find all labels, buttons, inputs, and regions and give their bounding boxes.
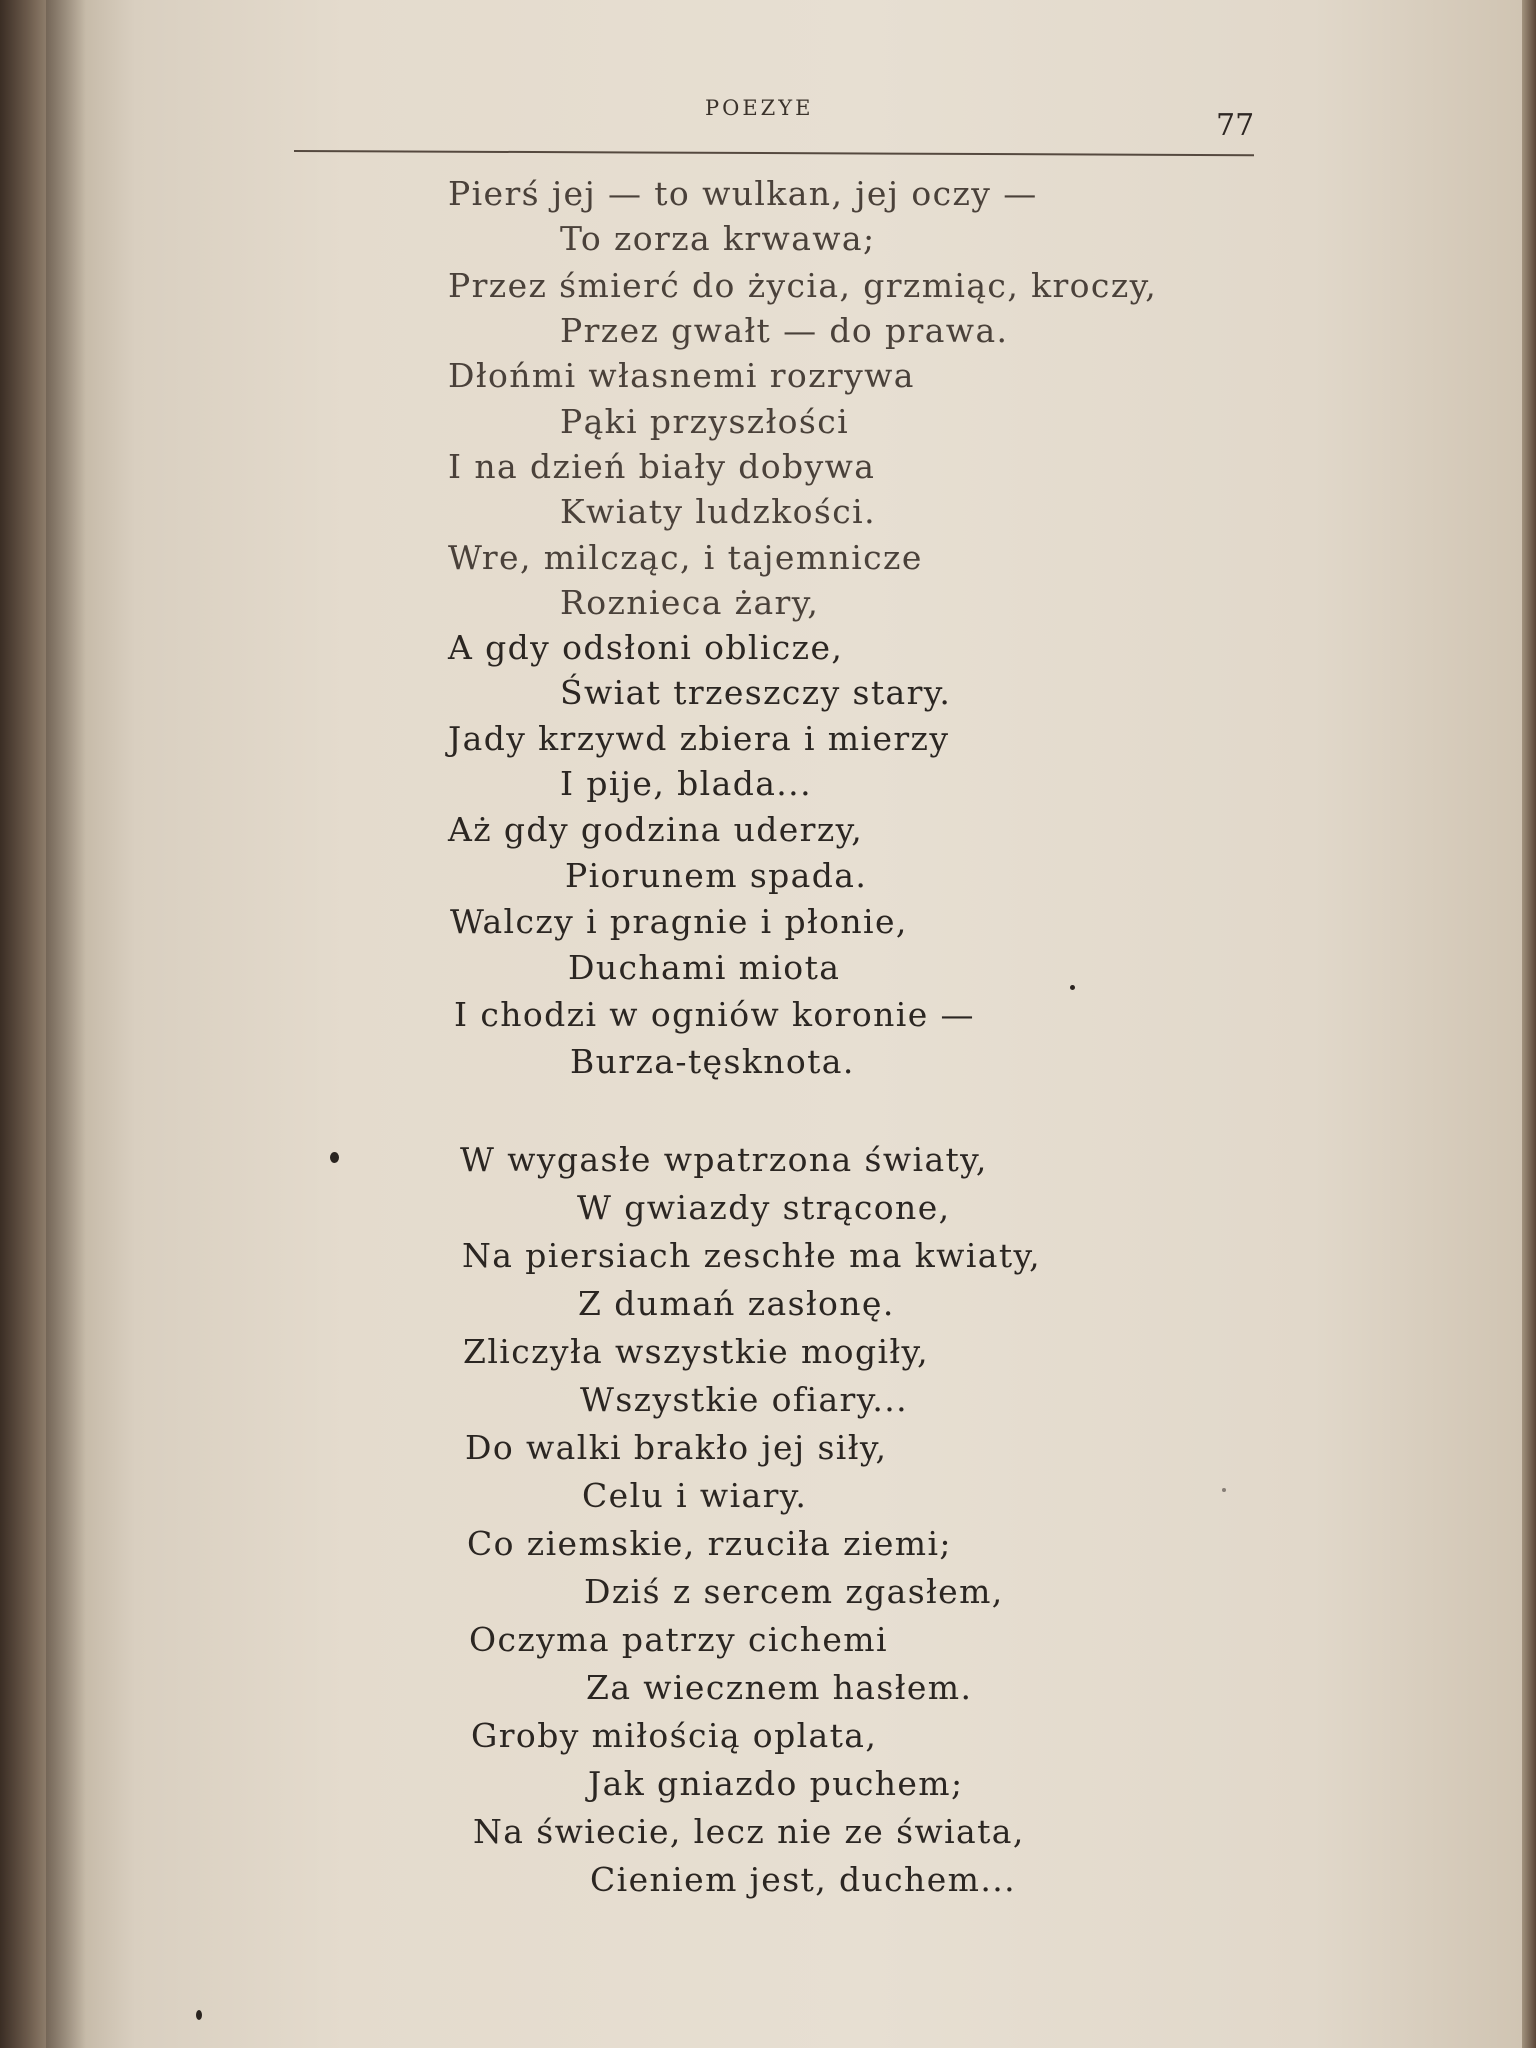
poem-line: Dłońmi własnemi rozrywa bbox=[448, 356, 915, 395]
poem-line: Roznieca żary, bbox=[560, 583, 820, 622]
poem-line: Aż gdy godzina uderzy, bbox=[448, 810, 864, 849]
poem-line: Przez gwałt — do prawa. bbox=[560, 311, 1009, 350]
poem-line: Cieniem jest, duchem... bbox=[590, 1860, 1016, 1899]
poem-line: Celu i wiary. bbox=[582, 1476, 808, 1515]
poem-line: Groby miłością oplata, bbox=[471, 1716, 878, 1755]
poem-line: To zorza krwawa; bbox=[560, 219, 876, 258]
poem-line: Pierś jej — to wulkan, jej oczy — bbox=[448, 174, 1038, 213]
poem-line: I chodzi w ogniów koronie — bbox=[454, 995, 975, 1034]
ink-speck bbox=[196, 2010, 202, 2020]
poem-line: Wre, milcząc, i tajemnicze bbox=[448, 538, 923, 577]
poem-line: Co ziemskie, rzuciła ziemi; bbox=[467, 1524, 952, 1563]
poem-line: Kwiaty ludzkości. bbox=[560, 492, 876, 531]
poem-line: Na świecie, lecz nie ze świata, bbox=[473, 1812, 1025, 1851]
poem-line: Z dumań zasłonę. bbox=[578, 1284, 895, 1323]
poem-line: Za wiecznem hasłem. bbox=[586, 1668, 973, 1707]
poem-line: Przez śmierć do życia, grzmiąc, kroczy, bbox=[448, 266, 1158, 305]
poem-line: Piorunem spada. bbox=[565, 856, 868, 895]
poem-line: Świat trzeszczy stary. bbox=[560, 673, 952, 712]
poem-line: Walczy i pragnie i płonie, bbox=[450, 902, 908, 941]
poem-line: Jak gniazdo puchem; bbox=[588, 1764, 964, 1803]
poem-line: I na dzień biały dobywa bbox=[448, 447, 876, 486]
ink-speck bbox=[1222, 1488, 1226, 1492]
poem-line: Do walki brakło jej siły, bbox=[465, 1428, 888, 1467]
poem-line: W wygasłe wpatrzona światy, bbox=[460, 1140, 988, 1179]
poem-line: Jady krzywd zbiera i mierzy bbox=[448, 719, 950, 758]
poem-line: A gdy odsłoni oblicze, bbox=[448, 628, 844, 667]
page-number: 77 bbox=[1216, 108, 1255, 143]
poem-line: Burza-tęsknota. bbox=[570, 1042, 855, 1081]
poem-line: W gwiazdy strącone, bbox=[577, 1188, 951, 1227]
poem-line: Wszystkie ofiary... bbox=[580, 1380, 909, 1419]
ink-speck bbox=[1070, 985, 1075, 990]
running-head: POEZYE bbox=[705, 96, 814, 120]
poem-line: Na piersiach zeschłe ma kwiaty, bbox=[462, 1236, 1042, 1275]
poem-line: Oczyma patrzy cichemi bbox=[469, 1620, 888, 1659]
ink-speck bbox=[330, 1152, 339, 1163]
poem-line: Duchami miota bbox=[568, 948, 841, 987]
poem-line: Zliczyła wszystkie mogiły, bbox=[463, 1332, 930, 1371]
poem-line: Pąki przyszłości bbox=[560, 402, 850, 441]
poem-line: Dziś z sercem zgasłem, bbox=[584, 1572, 1004, 1611]
poem-line: I pije, blada... bbox=[560, 764, 812, 803]
